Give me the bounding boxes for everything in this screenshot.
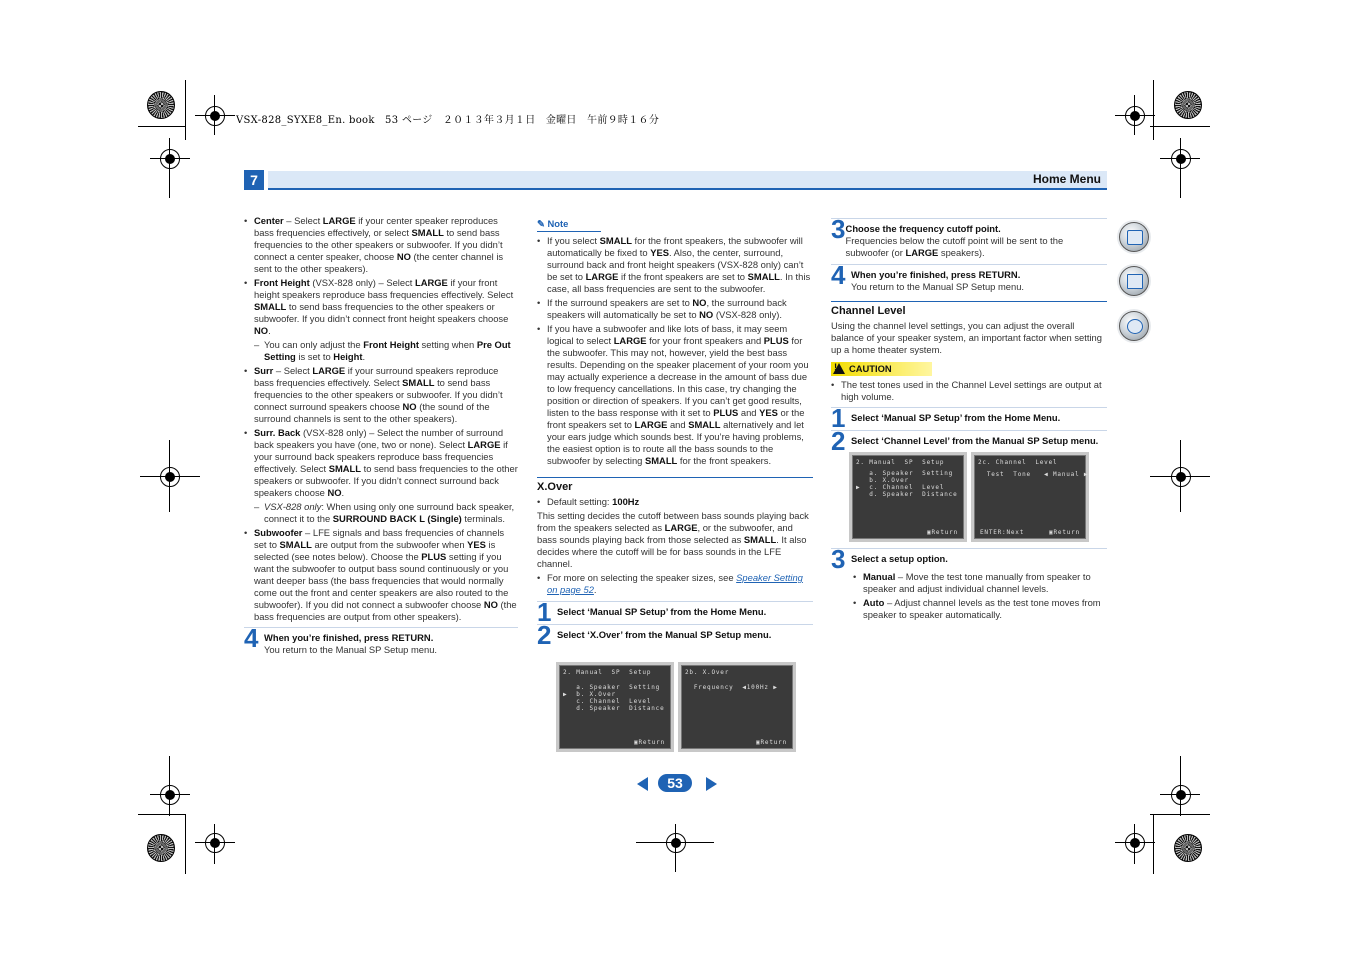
step-number: 3 [831,214,846,244]
note-item: • If you have a subwoofer and like lots of bass, it may seem logical to select LARGE for your front speakers and PLUS for the subwoofer. This may not, however, yield the best bass results. Depending on the speaker placement of your room you may actually experience a decrease in the amount of bass due to low frequency cancellations. In this case, try changing the position or direction of speakers. If you can’t get good results, listen to the bass response with it set to PLUS and YES or the front speakers set to LARGE and SMALL alternatively and let your ears judge which sounds best. If you’re having problems, the easiest option is to route all the bass sounds to the subwoofer by selecting SMALL for the front speakers. [537,323,813,467]
channel-level-heading: Channel Level [831,301,1107,317]
step-number: 1 [537,597,552,627]
note-list [537,235,813,467]
screen-channel-level [971,452,1089,542]
xover-heading: X.Over [537,477,813,493]
step-1-select-manual-sp [831,403,1107,433]
step-number: 1 [831,403,846,433]
screen-enter-next: ENTER:Next [980,529,1025,536]
caution-text: • The test tones used in the Channel Level settings are output at high volume. [831,379,1107,403]
step-subtext: You return to the Manual SP Setup menu. [851,281,1025,292]
step-title: Select ‘Manual SP Setup’ from the Home Menu. [557,606,767,617]
sub-note: – VSX-828 only: When using only one surround back speaker, connect it to the SURROUND BACK L (Single) terminals. [254,501,518,525]
option-list [853,571,1107,621]
list-item: • Surr – Select LARGE if your surround speakers reproduce bass frequencies effectively. Select SMALL to send bass frequencies to the other speakers or subwoofer. If you didn’t connect surround speakers choose NO (the sound of the surround channels is sent to the other speakers). [244,365,518,425]
step-subtext: You return to the Manual SP Setup menu. [264,644,438,655]
list-item: • Surr. Back (VSX-828 only) – Select the number of surround back speakers you have (one, two or none). Select LARGE if your surround back speakers reproduce bass frequencies effectively. Select SMALL to send bass frequencies to the other speakers or subwoofer. If you didn’t connect surround back speakers choose NO. [244,427,518,499]
middle-column [537,218,813,650]
step-4-finished [244,623,518,656]
xover-description: This setting decides the cutoff between bass sounds playing back from the speakers selected as LARGE, or the subwoofer, and bass sounds playing back from those selected as SMALL. It also decides where the cutoff will be for bass sounds in the LFE channel. [537,510,809,569]
chapter-badge: 7 [244,170,264,190]
section-title: Home Menu [1032,172,1101,186]
screen-line: ▶ c. Channel Level [856,484,945,491]
screen-return: ▣Return [1049,529,1080,536]
step-3-select-option [831,544,1107,574]
screen-line: d. Speaker Distance [856,491,958,498]
xover-reference: • For more on selecting the speaker sizes, see Speaker Setting on page 52. [537,572,813,596]
step-4-finished [831,260,1107,293]
speaker-setting-link[interactable]: Speaker Setting on page 52 [547,572,803,595]
section-header-bar [268,171,1107,190]
list-item: • Front Height (VSX-828 only) – Select LARGE if your front height speakers reproduce bass frequencies effectively. Select SMALL to send bass frequencies to the other speakers or subwoofer. If you didn’t connect front height speakers choose NO. [244,277,518,337]
list-item: • Center – Select LARGE if your center speaker reproduces bass frequencies effectively, or select SMALL to send bass frequencies to the other speakers or subwoofer. If you didn’t connect a center speaker, choose NO (the center channel is sent to the other speakers). [244,215,518,275]
screen-line: ▶ b. X.Over [563,691,616,698]
note-heading: ✎ Note [537,218,601,232]
step-title: Select a setup option. [851,553,948,564]
screen-manual-sp-setup-2 [849,452,967,542]
right-column [831,214,1107,456]
screen-line: d. Speaker Distance [563,705,665,712]
screen-line: Frequency ◀100Hz ▶ [685,684,778,691]
screen-return: ▣Return [756,739,787,746]
screen-title: 2b. X.Over [685,669,730,676]
step-2-select-channel-level [831,426,1107,456]
note-item: • If the surround speakers are set to NO, the surround back speakers will automatically be set to NO (VSX-828 only). [537,297,813,321]
step-number: 4 [831,260,846,290]
step-title: When you’re finished, press RETURN. [264,632,434,643]
step-number: 3 [831,544,846,574]
screen-line: a. Speaker Setting [563,684,661,691]
receiver-icon[interactable] [1119,266,1149,296]
print-header: VSX-828_SYXE8_En. book 53 ページ ２０１３年３月１日 金曜日 午前９時１６分 [236,115,660,126]
screen-line: c. Channel Level [563,698,652,705]
screen-line: a. Speaker Setting [856,470,954,477]
book-icon[interactable] [1119,222,1149,252]
screen-manual-sp-setup [556,662,674,752]
screen-title: 2. Manual SP Setup [856,459,945,466]
step-subtext: Frequencies below the cutoff point will be sent to the subwoofer (or LARGE speakers). [845,235,1064,258]
sub-note: – You can only adjust the Front Height setting when Pre Out Setting is set to Height. [254,339,518,363]
step-number: 2 [831,426,846,456]
speaker-setting-list [244,215,518,623]
caution-label: CAUTION [849,363,892,374]
next-page-arrow-icon[interactable] [706,777,717,791]
page-number: 53 [658,774,692,792]
xover-default: • Default setting: 100Hz [537,496,813,508]
right-column-lower [831,544,1107,623]
step-3-choose-cutoff [831,214,1107,259]
previous-page-arrow-icon[interactable] [637,777,648,791]
screen-title: 2c. Channel Level [978,459,1058,466]
option-item: • Manual – Move the test tone manually from speaker to speaker and adjust individual channel levels. [853,571,1107,595]
step-title: Select ‘X.Over’ from the Manual SP Setup menu. [557,629,772,640]
screen-line: Test Tone ◀ Manual ▶ [978,471,1089,478]
screen-xover [678,662,796,752]
step-2-select-xover [537,620,813,650]
screen-return: ▣Return [927,529,958,536]
left-column [244,215,518,656]
screen-return: ▣Return [634,739,665,746]
step-title: Select ‘Channel Level’ from the Manual SP Setup menu. [851,435,1099,446]
note-item: • If you select SMALL for the front speakers, the subwoofer will automatically be fixed to YES. Also, the center, surround, surround back and front height speakers (VSX-828 only) can’t be set to LARGE if the front speakers are set to SMALL. In this case, all bass frequencies are sent to the subwoofer. [537,235,813,295]
step-number: 4 [244,623,259,653]
step-title: When you’re finished, press RETURN. [851,269,1021,280]
step-title: Select ‘Manual SP Setup’ from the Home Menu. [851,412,1061,423]
option-item: • Auto – Adjust channel levels as the test tone moves from speaker to speaker automatically. [853,597,1107,621]
page-navigation [637,774,717,794]
step-1-select-manual-sp [537,597,813,627]
step-number: 2 [537,620,552,650]
help-icon[interactable] [1119,311,1149,341]
channel-level-description: Using the channel level settings, you can adjust the overall balance of your speaker system, an important factor when setting up a home theater system. [831,320,1102,355]
list-item: • Subwoofer – LFE signals and bass frequencies of channels set to SMALL are output from the subwoofer when YES is selected (see notes below). Choose the PLUS setting if you want the subwoofer to output bass sound continuously or you want deeper bass (the bass frequencies that would normally come out the front and center speakers are also routed to the subwoofer). If you did not connect a subwoofer choose NO (the bass frequencies are output from other speakers). [244,527,518,623]
warning-icon [833,363,845,374]
caution-banner [831,362,1107,376]
screen-line: b. X.Over [856,477,909,484]
screen-title: 2. Manual SP Setup [563,669,652,676]
step-title: Choose the frequency cutoff point. [845,223,1001,234]
